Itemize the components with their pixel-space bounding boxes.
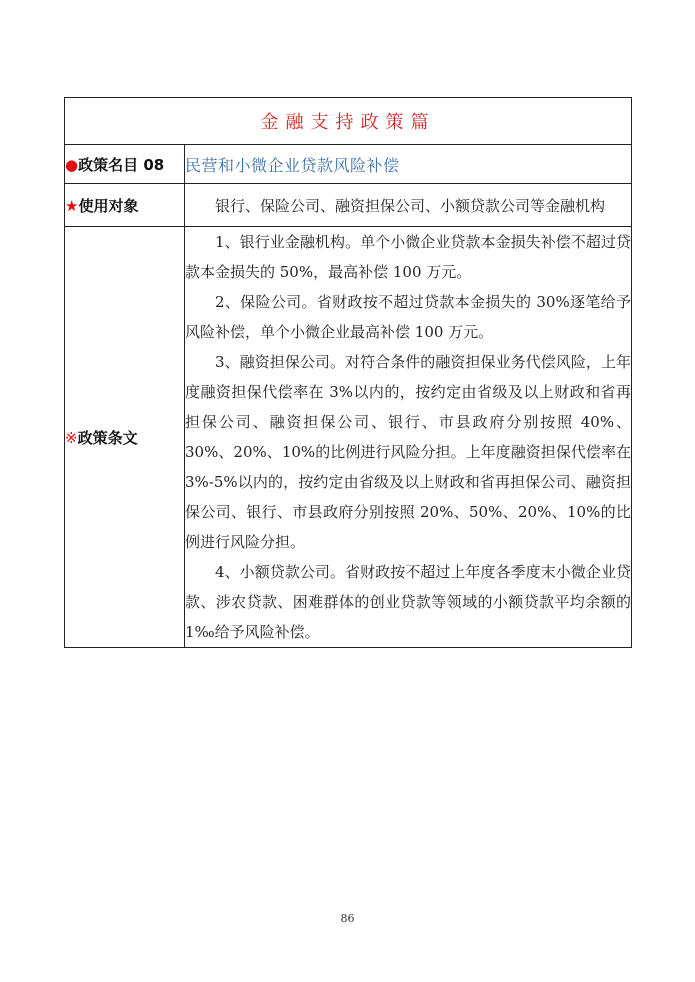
clause-paragraph: 4、小额贷款公司。省财政按不超过上年度各季度末小微企业贷款、涉农贷款、困难群体的创业贷款等领域的小额贷款平均余额的 1‰给予风险补偿。 xyxy=(185,563,631,641)
clauses-content xyxy=(185,227,632,648)
target-row xyxy=(65,184,632,227)
red-dot-icon: ● xyxy=(65,155,79,174)
clause-paragraph: 2、保险公司。省财政按不超过贷款本金损失的 30%逐笔给予风险补偿，单个小微企业最高补偿 100 万元。 xyxy=(185,293,631,341)
policy-name-label: 政策名目 08 xyxy=(78,155,165,174)
target-value-cell xyxy=(185,184,632,227)
clauses-row xyxy=(65,227,632,648)
clauses-label: 政策条文 xyxy=(77,428,138,447)
policy-name-label-cell xyxy=(65,145,185,184)
clause-paragraph: 1、银行业金融机构。单个小微企业贷款本金损失补偿不超过贷款本金损失的 50%，最高补偿 100 万元。 xyxy=(185,233,631,281)
policy-table xyxy=(64,97,632,648)
reference-mark-icon: ※ xyxy=(65,428,78,447)
page-number: 86 xyxy=(340,912,355,925)
target-value: 银行、保险公司、融资担保公司、小额贷款公司等金融机构 xyxy=(215,197,606,215)
clause-paragraph: 3、融资担保公司。对符合条件的融资担保业务代偿风险，上年度融资担保代偿率在 3%以内的，按约定由省级及以上财政和省再担保公司、融资担保公司、银行、市县政府分别按照 40%、30%、20%、10%的比例进行风险分担。上年度融资担保代偿率在 3%-5%以内的，按约定由省级及以上财政和省再担保公司、融资担保公司、银行、市县政府分别按照 20%、50%、20%、10%的比例进行风险分担。 xyxy=(185,353,631,551)
target-label-cell xyxy=(65,184,185,227)
clauses-label-cell xyxy=(65,227,185,648)
section-title: 金融支持政策篇 xyxy=(65,98,632,145)
policy-name-row xyxy=(65,145,632,184)
title-row xyxy=(65,98,632,145)
policy-name-value: 民营和小微企业贷款风险补偿 xyxy=(185,145,632,184)
target-label: 使用对象 xyxy=(78,196,139,215)
red-star-icon: ★ xyxy=(65,196,79,215)
